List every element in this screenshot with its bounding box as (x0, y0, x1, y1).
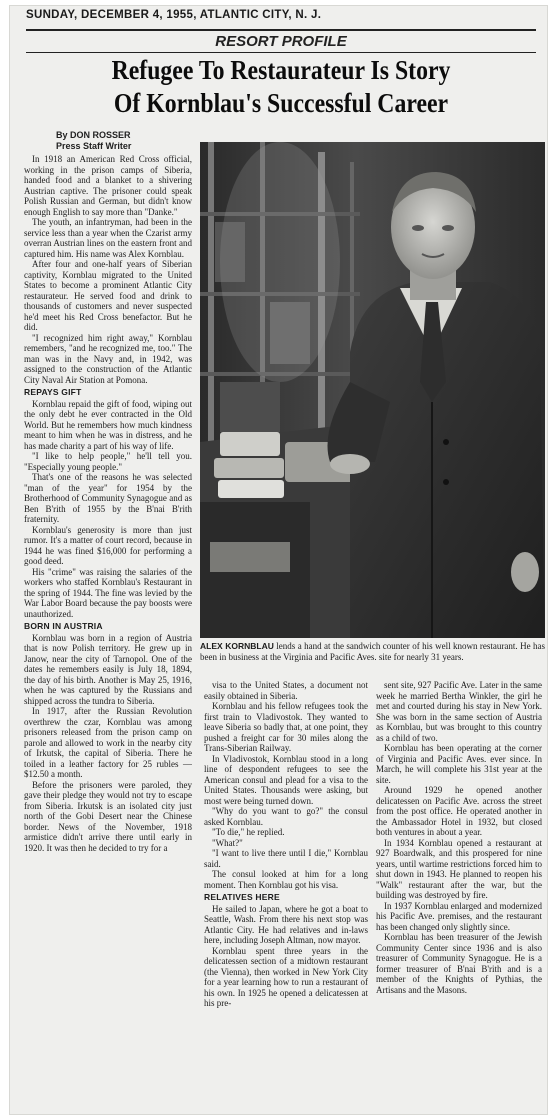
photo-alex-kornblau (200, 142, 545, 638)
byline-name: By DON ROSSER (56, 130, 131, 140)
article-paragraph: Before the prisoners were paroled, they gave their pledge they would not try to escape from Siberia. Irkutsk is an isolated city just north of the Gobi Desert near the Chinese border. News of the November, 1918 armistice didn't arrive there until early in 1920. It was then he decided to try for a (24, 779, 192, 853)
article-paragraph: His "crime" was raising the salaries of the workers who staffed Kornblau's Restaurant in the spring of 1944. The fine was levied by the War Labor Board because the pay boosts were unauthorized. (24, 566, 192, 619)
caption-text: lends a hand at the sandwich counter of his well known restaurant. He has been in business at the Virginia and Pacific Aves. site for nearly 31 years. (200, 641, 545, 662)
article-paragraph: The youth, an infantryman, had been in the service less than a year when the Czarist army overran Austrian lines on the eastern front and captured him. His name was Alex Kornblau. (24, 217, 192, 259)
article-paragraph: "I like to help people," he'll tell you. "Especially young people." (24, 451, 192, 472)
subhead: BORN IN AUSTRIA (24, 621, 103, 631)
article-paragraph: The consul looked at him for a long moment. Then Kornblau got his visa. (204, 869, 368, 890)
article-paragraph: Kornblau repaid the gift of food, wiping out the only debt he ever contracted in the Old World. But he remembers how much kindness meant to him when he was in distress, and he has made charity a part of his way of life. (24, 398, 192, 451)
headline-line-1: Refugee To Restaurateur Is Story (111, 55, 451, 85)
byline-role: Press Staff Writer (56, 141, 132, 151)
article-column-2 (204, 680, 368, 1112)
article-paragraph: After four and one-half years of Siberian captivity, Kornblau migrated to the United States to become a prominent Atlantic City restaurateur. He served food and drink to thousands of customers and never suspected he'd meet his Red Cross benefactor. But he did. (24, 259, 192, 332)
article-paragraph: "To die," he replied. (212, 827, 285, 837)
article-column-1 (24, 154, 192, 1112)
article-paragraph: Kornblau and his fellow refugees took the first train to Vladivostok. They wanted to leave Siberia so badly that, at one point, they pushed a freight car for 30 miles along the Trans-Siberian Railway. (204, 701, 368, 753)
article-paragraph: "Why do you want to go?" the consul asked Kornblau. (204, 806, 368, 827)
article-paragraph: Kornblau's generosity is more than just rumor. It's a matter of court record, because in 1944 he was fined $16,000 for performing a good deed. (24, 524, 192, 566)
kicker-rule-top (26, 29, 536, 31)
article-paragraph: He sailed to Japan, where he got a boat to Seattle, Wash. From there his next stop was Atlantic City. He had relatives and in-laws here, including Joseph Altman, now mayor. (204, 903, 368, 945)
article-paragraph: "I want to live there until I die," Kornblau said. (204, 848, 368, 869)
article-paragraph: In 1917, after the Russian Revolution overthrew the czar, Kornblau was among prisoners released from the prison camp on parole and allowed to work in the nearby city of Irkutsk, the capital of Siberia. There he toiled in a leather factory for 25 rubles — $12.50 a month. (24, 706, 192, 779)
dateline: SUNDAY, DECEMBER 4, 1955, ATLANTIC CITY, N. J. (26, 9, 322, 21)
article-paragraph: visa to the United States, a document not easily obtained in Siberia. (204, 680, 368, 701)
article-paragraph: That's one of the reasons he was selected "man of the year" for 1954 by the Brotherhood of Community Synagogue and as Ben B'rith of 1955 by the B'nai B'rith fraternity. (24, 472, 192, 524)
article-paragraph: Kornblau has been treasurer of the Jewish Community Center since 1936 and is also treasurer of Community Synagogue. He is a former treasurer of B'nai B'rith and is a member of the Knights of Pythias, the Artisans and the Masons. (376, 932, 542, 995)
article-paragraph: Around 1929 he opened another delicatessen on Pacific Ave. across the street from the post office. He operated another in the Ambassador Hotel in 1932, but closed both ventures in about a year. (376, 785, 542, 837)
article-paragraph: sent site, 927 Pacific Ave. Later in the same week he married Bertha Winkler, the girl he met and courted during his stay in New York. She was born in the same section of Austria as Kornblau, but was brought to this country as a child of two. (376, 680, 542, 743)
subhead: REPAYS GIFT (24, 387, 82, 397)
article-paragraph: Kornblau spent three years in the delicatessen section of a midtown restaurant (the Vienna), then worked in New York City for a year learning how to run a restaurant of his own. In 1925 he opened a delicatessen at his pre- (204, 945, 368, 1008)
section-kicker: RESORT PROFILE (215, 33, 347, 50)
subhead: RELATIVES HERE (204, 892, 280, 902)
article-paragraph: In 1937 Kornblau enlarged and modernized his Pacific Ave. premises, and the restaurant has been changed only slightly since. (376, 900, 542, 932)
article-paragraph: Kornblau has been operating at the corner of Virginia and Pacific Aves. ever since. In March, he will complete his 31st year at the site. (376, 743, 542, 785)
article-paragraph: In 1934 Kornblau opened a restaurant at 927 Boardwalk, and this prospered for nine years, until wartime restrictions forced him to shut down in 1943. He planned to reopen his "Walk" restaurant after the war, but the building was destroyed by fire. (376, 837, 542, 900)
article-paragraph: "What?" (212, 837, 243, 848)
photo-image (200, 142, 545, 638)
article-column-3 (376, 680, 542, 1112)
article-paragraph: Kornblau was born in a region of Austria that is now Polish territory. He grew up in Janow, near the city of Tarnopol. One of the dates he remembers easily is July 18, 1894, the day of his birth. Another is May 25, 1916, when he was captured by the Russians and shipped across the tundra to Siberia. (24, 632, 192, 706)
article-paragraph: "I recognized him right away," Kornblau remembers, "and he recognized me, too." The man was in the Navy and, in 1942, was assigned to the construction of the Atlantic City Naval Air Station at Pomona. (24, 332, 192, 385)
kicker-rule-bottom (26, 52, 536, 53)
caption-lead: ALEX KORNBLAU (200, 641, 274, 651)
article-paragraph: In Vladivostok, Kornblau stood in a long line of despondent refugees to see the American consul and plead for a visa to the United States. Thousands were asking, but most were being turned down. (204, 753, 368, 806)
headline-line-2: Of Kornblau's Successful Career (113, 88, 449, 118)
photo-caption (200, 641, 545, 662)
article-paragraph: In 1918 an American Red Cross official, working in the prison camps of Siberia, handed food and a blanket to a shivering Austrian captive. The prisoner could speak Polish Russian and German, but didn't know enough English to say more than "Danke." (24, 154, 192, 217)
